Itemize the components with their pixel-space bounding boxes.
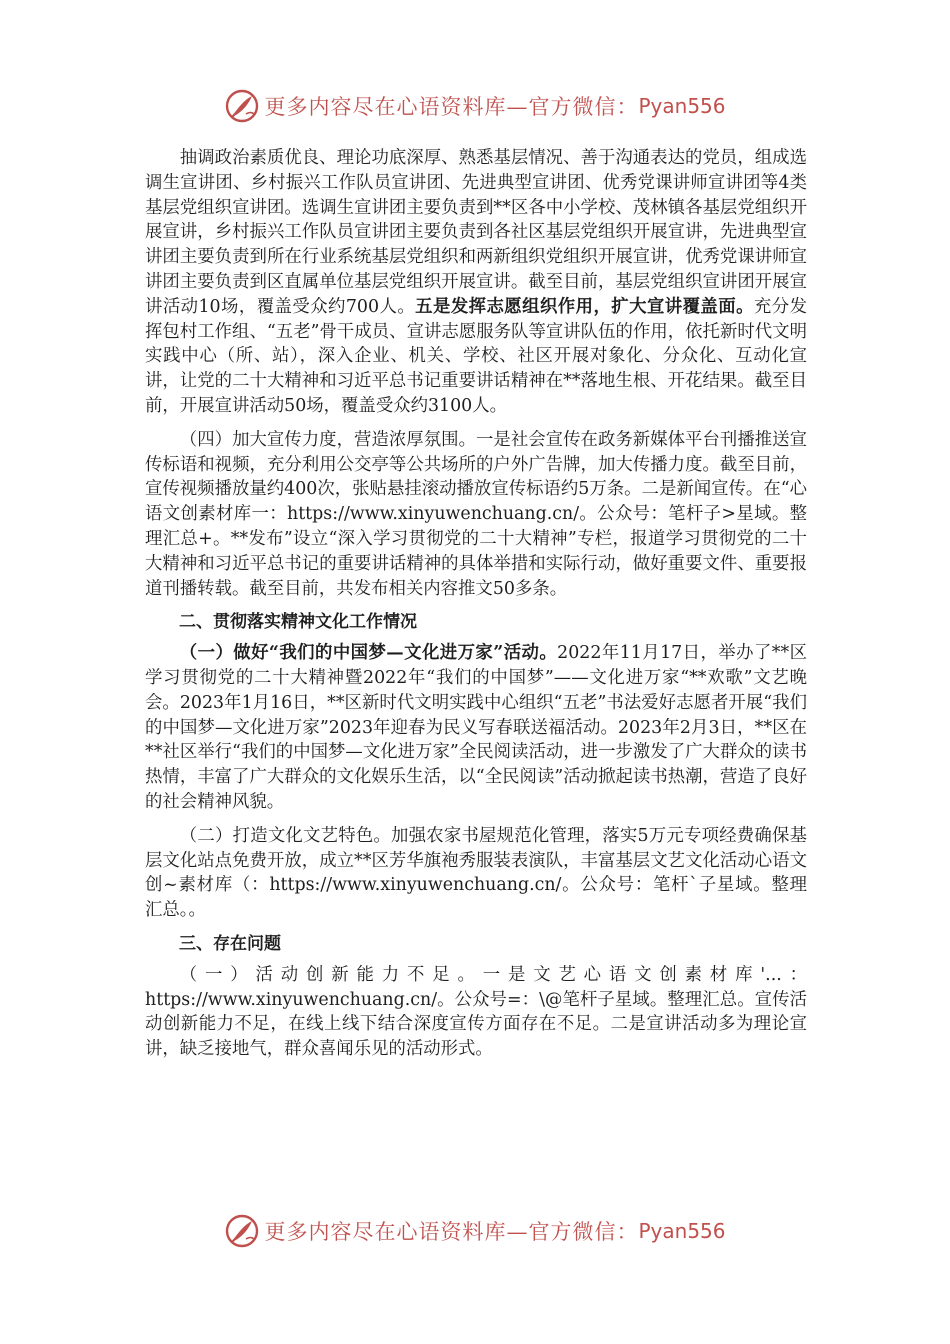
paragraph-text: 充分发挥包村工作组、“五老”骨干成员、宣讲志愿服务队等宣讲队伍的作用，依托新时代文明实践中心（所、站），深入企业、机关、学校、社区开展对象化、分众化、互动化宣讲，让党的二十大精神和习近平总书记重要讲话精神在**落地生根、开花结果。截至目前，开展宣讲活动50场，覆盖受众约3100人。 (145, 296, 807, 416)
bold-heading-volunteers: 五是发挥志愿组织作用，扩大宣讲覆盖面。 (415, 296, 754, 317)
footer-banner (0, 1211, 950, 1251)
header-banner (0, 86, 950, 126)
paragraph-text: 抽调政治素质优良、理论功底深厚、熟悉基层情况、善于沟通表达的党员，组成选调生宣讲团、乡村振兴工作队员宣讲团、先进典型宣讲团、优秀党课讲师宣讲团等4类基层党组织宣讲团。选调生宣讲团主要负责到**区各中小学校、茂林镇各基层党组织开展宣讲，乡村振兴工作队员宣讲团主要负责到各社区基层党组织开展宣讲，先进典型宣讲团主要负责到所在行业系统基层党组织和两新组织党组织开展宣讲，优秀党课讲师宣讲团主要负责到区直属单位基层党组织开展宣讲。截至目前，基层党组织宣讲团开展宣讲活动10场，覆盖受众约700人。 (145, 148, 807, 317)
paragraph-problems: （一）活动创新能力不足。一是文艺心语文创素材库'...：https://www.xinyuwenchuang.cn/。公众号=：\@笔杆子星域。整理汇总。宣传活动创新能力不足，在线上线下结合深度宣传方面存在不足。二是宣讲活动多为理论宣讲，缺乏接地气，群众喜闻乐见的活动形式。 (145, 964, 807, 1060)
bold-heading-china-dream: （一）做好“我们的中国梦—文化进万家”活动。 (179, 643, 558, 664)
paragraph-text: 2022年11月17日，举办了**区学习贯彻党的二十大精神暨2022年“我们的中国梦”——文化进万家“**欢歌”文艺晚会。2023年1月16日，**区新时代文明实践中心组织“五老”书法爱好志愿者开展“我们的中国梦—文化进万家”2023年迎春为民义写春联送福活动。2023年2月3日，**区在**社区举行“我们的中国梦—文化进万家”全民阅读活动，进一步激发了广大群众的读书热情，丰富了广大群众的文化娱乐生活，以“全民阅读”活动掀起读书热潮，营造了良好的社会精神风貌。 (145, 643, 807, 812)
paragraph-propaganda-teams (145, 146, 807, 419)
banner-text: 更多内容尽在心语资料库—官方微信： (264, 95, 639, 119)
section-heading-2: 二、贯彻落实精神文化工作情况 (179, 612, 417, 633)
banner-wechat-id: Pyan556 (638, 1219, 726, 1243)
paragraph-china-dream (145, 641, 807, 815)
paragraph-publicity: （四）加大宣传力度，营造浓厚氛围。一是社会宣传在政务新媒体平台刊播推送宣传标语和视频，充分利用公交亭等公共场所的户外广告牌，加大传播力度。截至目前，宣传视频播放量约400次，张贴悬挂滚动播放宣传标语约5万条。二是新闻宣传。在“心语文创素材库一：https://www.xinyuwenchuang.cn/。公众号：笔杆子>星域。整理汇总+。**发布”设立“深入学习贯彻党的二十大精神”专栏，报道学习贯彻党的二十大精神和习近平总书记的重要讲话精神的具体举措和实际行动，做好重要文件、重要报道刊播转载。截至目前，共发布相关内容推文50多条。 (145, 429, 807, 599)
paragraph-culture-features: （二）打造文化文艺特色。加强农家书屋规范化管理，落实5万元专项经费确保基层文化站点免费开放，成立**区芳华旗袍秀服装表演队，丰富基层文艺文化活动心语文创~素材库（：https://www.xinyuwenchuang.cn/。公众号：笔杆`子星域。整理汇总。。 (145, 825, 807, 921)
section-heading-3: 三、存在问题 (179, 933, 281, 954)
banner-wechat-id: Pyan556 (638, 94, 726, 118)
pen-leaf-logo-icon (224, 1213, 260, 1249)
banner-text: 更多内容尽在心语资料库—官方微信： (264, 1220, 639, 1244)
document-body (145, 146, 807, 1062)
pen-leaf-logo-icon (224, 88, 260, 124)
